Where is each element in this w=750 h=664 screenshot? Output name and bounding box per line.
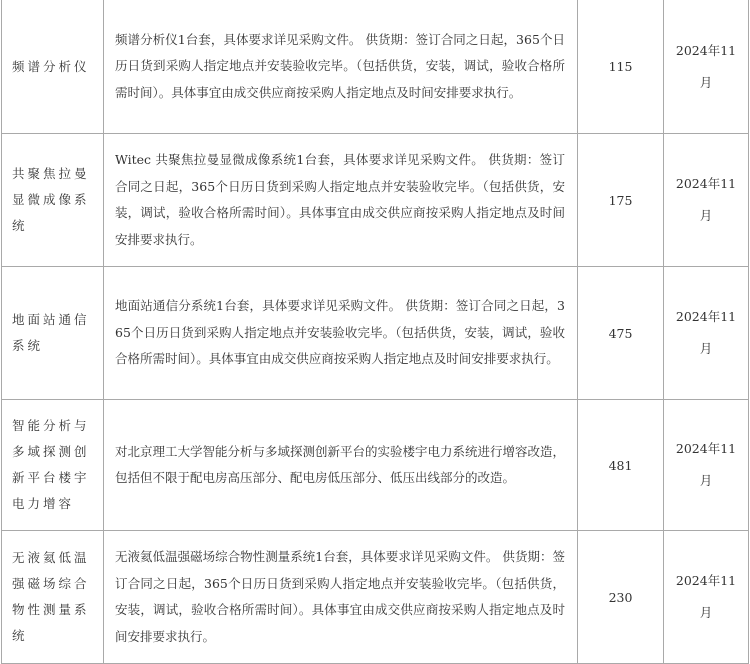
date-month-text: 月 [699, 208, 713, 223]
budget-amount-cell: 115 [578, 0, 664, 134]
procurement-date-cell [664, 400, 749, 531]
item-name-cell: 无液氦低温强磁场综合物性测量系统 [2, 531, 104, 664]
date-month-text: 月 [699, 605, 713, 620]
date-year-text: 2024年11 [675, 441, 737, 456]
date-year-text: 2024年11 [675, 309, 737, 324]
date-year-text: 2024年11 [675, 573, 737, 588]
date-month-text: 月 [699, 74, 713, 90]
procurement-table [1, 0, 749, 664]
item-description-cell: 地面站通信分系统1台套，具体要求详见采购文件。 供货期：签订合同之日起，365个日历日货到采购人指定地点并安装验收完毕。（包括供货，安装，调试，验收合格所需时间）。具体事宜由成交供应商按采购人指定地点及时间安排要求执行。 [104, 267, 578, 400]
procurement-date-cell [664, 134, 749, 267]
procurement-date-cell [664, 531, 749, 664]
table-row [2, 0, 749, 134]
budget-amount-cell: 475 [578, 267, 664, 400]
item-name-cell: 频谱分析仪 [2, 0, 104, 134]
item-description-cell: 对北京理工大学智能分析与多域探测创新平台的实验楼宇电力系统进行增容改造，包括但不限于配电房高压部分、配电房低压部分、低压出线部分的改造。 [104, 400, 578, 531]
date-month-text: 月 [699, 341, 713, 356]
budget-amount-cell: 230 [578, 531, 664, 664]
item-description-cell: 频谱分析仪1台套，具体要求详见采购文件。 供货期：签订合同之日起，365个日历日货到采购人指定地点并安装验收完毕。（包括供货，安装，调试，验收合格所需时间）。具体事宜由成交供应商按采购人指定地点及时间安排要求执行。 [104, 0, 578, 134]
table-row [2, 531, 749, 664]
item-name-cell: 智能分析与多域探测创新平台楼宇电力增容 [2, 400, 104, 531]
procurement-date-cell [664, 0, 749, 134]
date-year-text: 2024年11 [675, 176, 737, 191]
budget-amount-cell: 481 [578, 400, 664, 531]
table-row [2, 134, 749, 267]
table-row [2, 267, 749, 400]
item-description-cell: Witec 共聚焦拉曼显微成像系统1台套，具体要求详见采购文件。 供货期：签订合同之日起，365个日历日货到采购人指定地点并安装验收完毕。（包括供货，安装，调试，验收合格所需时间）。具体事宜由成交供应商按采购人指定地点及时间安排要求执行。 [104, 134, 578, 267]
date-month-text: 月 [699, 473, 713, 488]
table-row [2, 400, 749, 531]
procurement-date-cell [664, 267, 749, 400]
date-year-text: 2024年11 [675, 42, 737, 58]
item-description-cell: 无液氦低温强磁场综合物性测量系统1台套，具体要求详见采购文件。 供货期：签订合同之日起，365个日历日货到采购人指定地点并安装验收完毕。（包括供货，安装，调试，验收合格所需时间）。具体事宜由成交供应商按采购人指定地点及时间安排要求执行。 [104, 531, 578, 664]
budget-amount-cell: 175 [578, 134, 664, 267]
item-name-cell: 地面站通信系统 [2, 267, 104, 400]
item-name-cell: 共聚焦拉曼显微成像系统 [2, 134, 104, 267]
